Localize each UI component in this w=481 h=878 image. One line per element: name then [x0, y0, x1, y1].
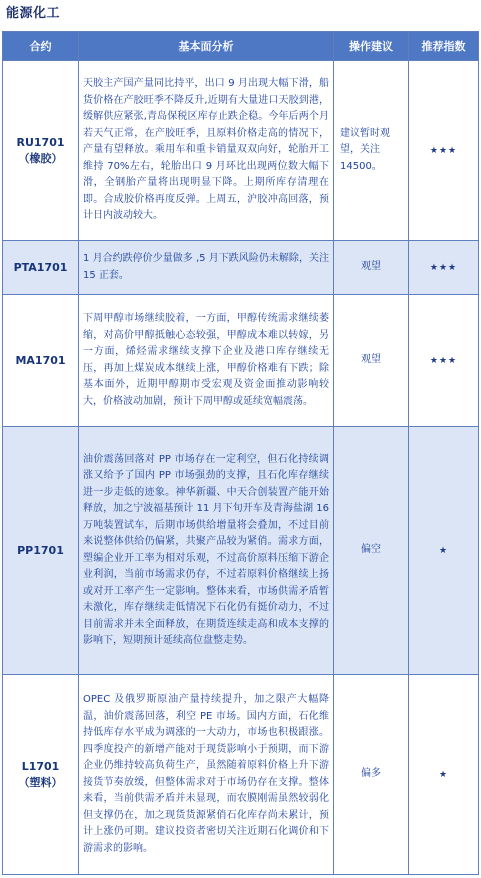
advice-cell: 观望 — [334, 295, 409, 427]
header-analysis: 基本面分析 — [79, 32, 334, 61]
contract-code: L1701 — [21, 759, 60, 773]
contract-cell — [3, 427, 79, 675]
advice-cell: 偏空 — [334, 427, 409, 675]
table-row-l1701 — [3, 675, 479, 875]
contract-cell — [3, 61, 79, 241]
rating-stars: ★★★ — [409, 295, 479, 427]
rating-stars: ★★★ — [409, 61, 479, 241]
contract-code: PTA1701 — [13, 260, 68, 274]
advice-cell: 观望 — [334, 241, 409, 295]
advice-cell: 建议暂时观望，关注 14500。 — [334, 61, 409, 241]
rating-stars: ★ — [409, 675, 479, 875]
analysis-cell: 油价震荡回落对 PP 市场存在一定利空，但石化持续调涨又给予了国内 PP 市场强劲的支撑，且石化库存继续进一步走低的迹象。神华新疆、中天合创装置产能开始释放，加之宁波福基预计 11 月下旬开车及青海盐湖 16 万吨装置试车，后期市场供给增量将会叠加，不过目前来说整体供给仍偏紧，共聚产品较为紧俏。需求方面，塑编企业开工率为相对乐观，不过高价原料压缩下游企业利润，当前市场需求仍存，不过若原料价格继续上扬或对开工率产生一定影响。整体来看，市场供需矛盾暂未激化，库存继续走低情况下石化仍有挺价动力，不过目前需求并未全面释放，在期货连续走高和成本支撑的影响下，短期预计延续高位盘整走势。 — [79, 427, 334, 675]
contract-cell — [3, 295, 79, 427]
contract-subtitle: （橡胶） — [18, 151, 63, 165]
table-row-ru1701 — [3, 61, 479, 241]
table-row-pta1701 — [3, 241, 479, 295]
rating-stars: ★★★ — [409, 241, 479, 295]
contract-subtitle: （塑料） — [18, 775, 63, 789]
analysis-cell: 天胶主产国产量同比持平，出口 9 月出现大幅下滑，船货价格在产胶旺季不降反升,近期有大量进口天胶到港，缓解供应紧张,青岛保税区库存止跌企稳。今年后两个月若天气正常，在产胶旺季，且原料价格走高的情况下，产量有望释放。乘用车和重卡销量双双向好，轮胎开工维持 70%左右，轮胎出口 9 月环比出现两位数大幅下滑，全钢胎产量将出现明显下降。上期所库存清理在即。合成胶价格再度反弹。上周五，沪胶冲高回落，预计日内波动较大。 — [79, 61, 334, 241]
analysis-cell: 下周甲醇市场继续胶着，一方面，甲醇传统需求继续萎缩，对高价甲醇抵触心态较强，甲醇成本难以转嫁，另一方面，烯烃需求继续支撑下企业及港口库存继续无压，再加上煤炭成本继续上涨，甲醇价格难有下跌；除基本面外，近期甲醇期市受宏观及资金面推动影响较大，价格波动加剧，预计下周甲醇或延续宽幅震荡。 — [79, 295, 334, 427]
header-advice: 操作建议 — [334, 32, 409, 61]
analysis-cell: 1 月合约跌停价少量做多 ,5 月下跌风险仍未解除，关注 15 正套。 — [79, 241, 334, 295]
header-rating: 推荐指数 — [409, 32, 479, 61]
contract-code: RU1701 — [16, 135, 65, 149]
table-row-ma1701 — [3, 295, 479, 427]
strategy-table — [2, 31, 479, 875]
analysis-cell: OPEC 及俄罗斯原油产量持续提升，加之限产大幅降温，油价震荡回落，利空 PE 市场。国内方面，石化维持低库存水平成为调涨的一大动力，市场也积极跟涨。四季度投产的新增产能对于现货影响小于预期，而下游企业仍维持较高负荷生产，虽然随着原料价格上升下游接货节奏放缓，但整体需求对于市场仍存在支撑。整体来看，当前供需矛盾并未显现，而农膜刚需虽然较弱化但支撑仍在，加之现货货源紧俏石化库存尚未累计，预计上涨仍可期。建议投资者密切关注近期石化调价和下游需求的影响。 — [79, 675, 334, 875]
header-contract: 合约 — [3, 32, 79, 61]
table-header-row — [3, 32, 479, 61]
table-row-pp1701 — [3, 427, 479, 675]
contract-code: MA1701 — [15, 353, 66, 367]
contract-code: PP1701 — [17, 543, 64, 557]
rating-stars: ★ — [409, 427, 479, 675]
contract-cell — [3, 241, 79, 295]
section-title: 能源化工 — [6, 6, 61, 21]
advice-cell: 偏多 — [334, 675, 409, 875]
contract-cell — [3, 675, 79, 875]
